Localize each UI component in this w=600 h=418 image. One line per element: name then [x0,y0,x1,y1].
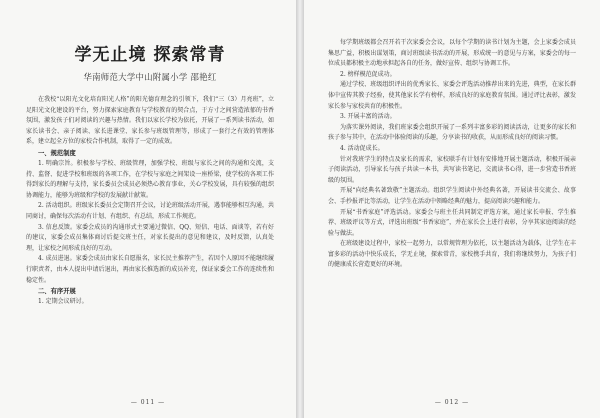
body-paragraph: 通过学校、班级组织评出的优秀家长、家委会评选活动推荐出来的先进，典型，在家长群体中宣传其教子经验，使其他家长学有榜样，形成良好的家庭教育氛围。通过评比表彰，激发家长参与家校共育的积极性。 [328,81,576,110]
body-paragraph: 2. 活动组织。班级家长委员会定期召开会议，讨论班级活动开展，遇事能够相互沟通，共同商讨，确保每次活动有计划、有组织、有总结，形成工作规范。 [26,202,274,220]
section-heading: 二、有序开展 [38,288,76,296]
right-page [304,0,600,418]
section-heading: 一、规范制度 [38,149,76,157]
body-paragraph: 针对我班学生的特点及家长的需求，家校联手有计划有安排地开展主题活动，积极开展亲子阅读活动，引导家长与孩子共读一本书，共写读书笔记，交流读书心得，进一步营造书香班级的氛围。 [328,155,576,184]
body-paragraph: 在我校“以阳光文化培育阳光人格”的阳光德育理念的引领下，我们“三（3）月亮班”，立足阳光文化建设的平台，努力探索家庭教育与学校教育的契合点，于方寸之间营造浓郁的书香氛围，激发孩子们对阅读的兴趣与热情。我们以家长学校为依托，开展了一系列读书活动，如家长读书会、亲子阅读、家长进课堂、家长参与班级管理等，形成了一套行之有效的管理体系，建立起全方位的家校合作机制，取得了一定的成效。 [26,96,274,146]
author-line: 华南师范大学中山附属小学 邵艳红 [83,72,217,82]
body-paragraph: 每学期班级都会召开若干次家委会会议，以每个学期的读书计划为主题，会上家委会成员集思广益，积极出谋划策，商讨班级读书活动的开展，形成统一的意见与方案，家委会的每一位成员都积极主动地承担起各自的任务，做好宣传、组织与协调工作。 [328,39,576,68]
body-paragraph: 4. 成员进退。家委会成员由家长自愿报名，家长民主推荐产生，若因个人原因不能继续履行职责者，由本人提出申请后退出，再由家长推选新的成员补充，保证家委会工作的连续性和稳定性。 [26,255,274,284]
body-paragraph: 3. 信息反馈。家委会成员的沟通形式主要通过微信、QQ、短信、电话、面谈等，若有好的建议，家委会成员集体商讨后提交班主任，对家长提出的意见和建议，及时反馈，认真处理，让家校之间形成良好的互动。 [26,223,274,252]
body-paragraph: 4. 活动促成长。 [340,144,384,152]
body-paragraph: 1. 定期会议研讨。 [38,298,88,306]
body-paragraph: 1. 明确宗旨。积极参与学校、班级管理，加强学校、班级与家长之间的沟通和交流，支持、监督、促进学校和班级的各项工作，在学校与家庭之间架设一座桥梁，使学校的各项工作得到家长的理解与支持，家长委员会成员必须热心教育事业，关心学校发展，具有较强的组织协调能力，能够为班级和学校的发展献计献策。 [26,159,274,199]
body-paragraph: 开展“书香家庭”评选活动。家委会与班主任共同制定评选方案，通过家长申报、学生推荐、班级评议等方式，评选出班级“书香家庭”，并在家长会上进行表彰，分享其家庭阅读的经验与做法。 [328,208,576,237]
body-paragraph: 开展“向经典名著致敬”主题活动。组织学生阅读中外经典名著，开展读书交流会、故事会、手抄报评比等活动，让学生在活动中领略经典的魅力，提高阅读兴趣和能力。 [328,187,576,205]
body-paragraph: 为落实课外阅读，我们班家委会组织开展了一系列丰富多彩的阅读活动，让更多的家长和孩子参与其中，在活动中体验阅读的乐趣，分享读书的收获，从而形成良好的阅读习惯。 [328,123,576,142]
page-number-right: — 012 — [434,399,470,406]
book-gutter [296,0,304,418]
body-paragraph: 2. 榜样模范促成功。 [340,70,396,78]
page-number-left: — 011 — [130,399,166,406]
right-body [328,38,576,271]
body-paragraph: 在班级建设过程中，家校一起努力，以常规管理为依托，以主题活动为载体，让学生在丰富多彩的活动中快乐成长，学无止境，探索常青，家校携手共育，我们将继续努力，为孩子们的健康成长营造更好的环境。 [328,240,576,269]
article-title: 学无止境 探索常青 [74,45,226,65]
body-paragraph: 3. 开展丰富的活动。 [340,113,396,121]
left-page [0,0,296,418]
left-body [26,95,274,308]
